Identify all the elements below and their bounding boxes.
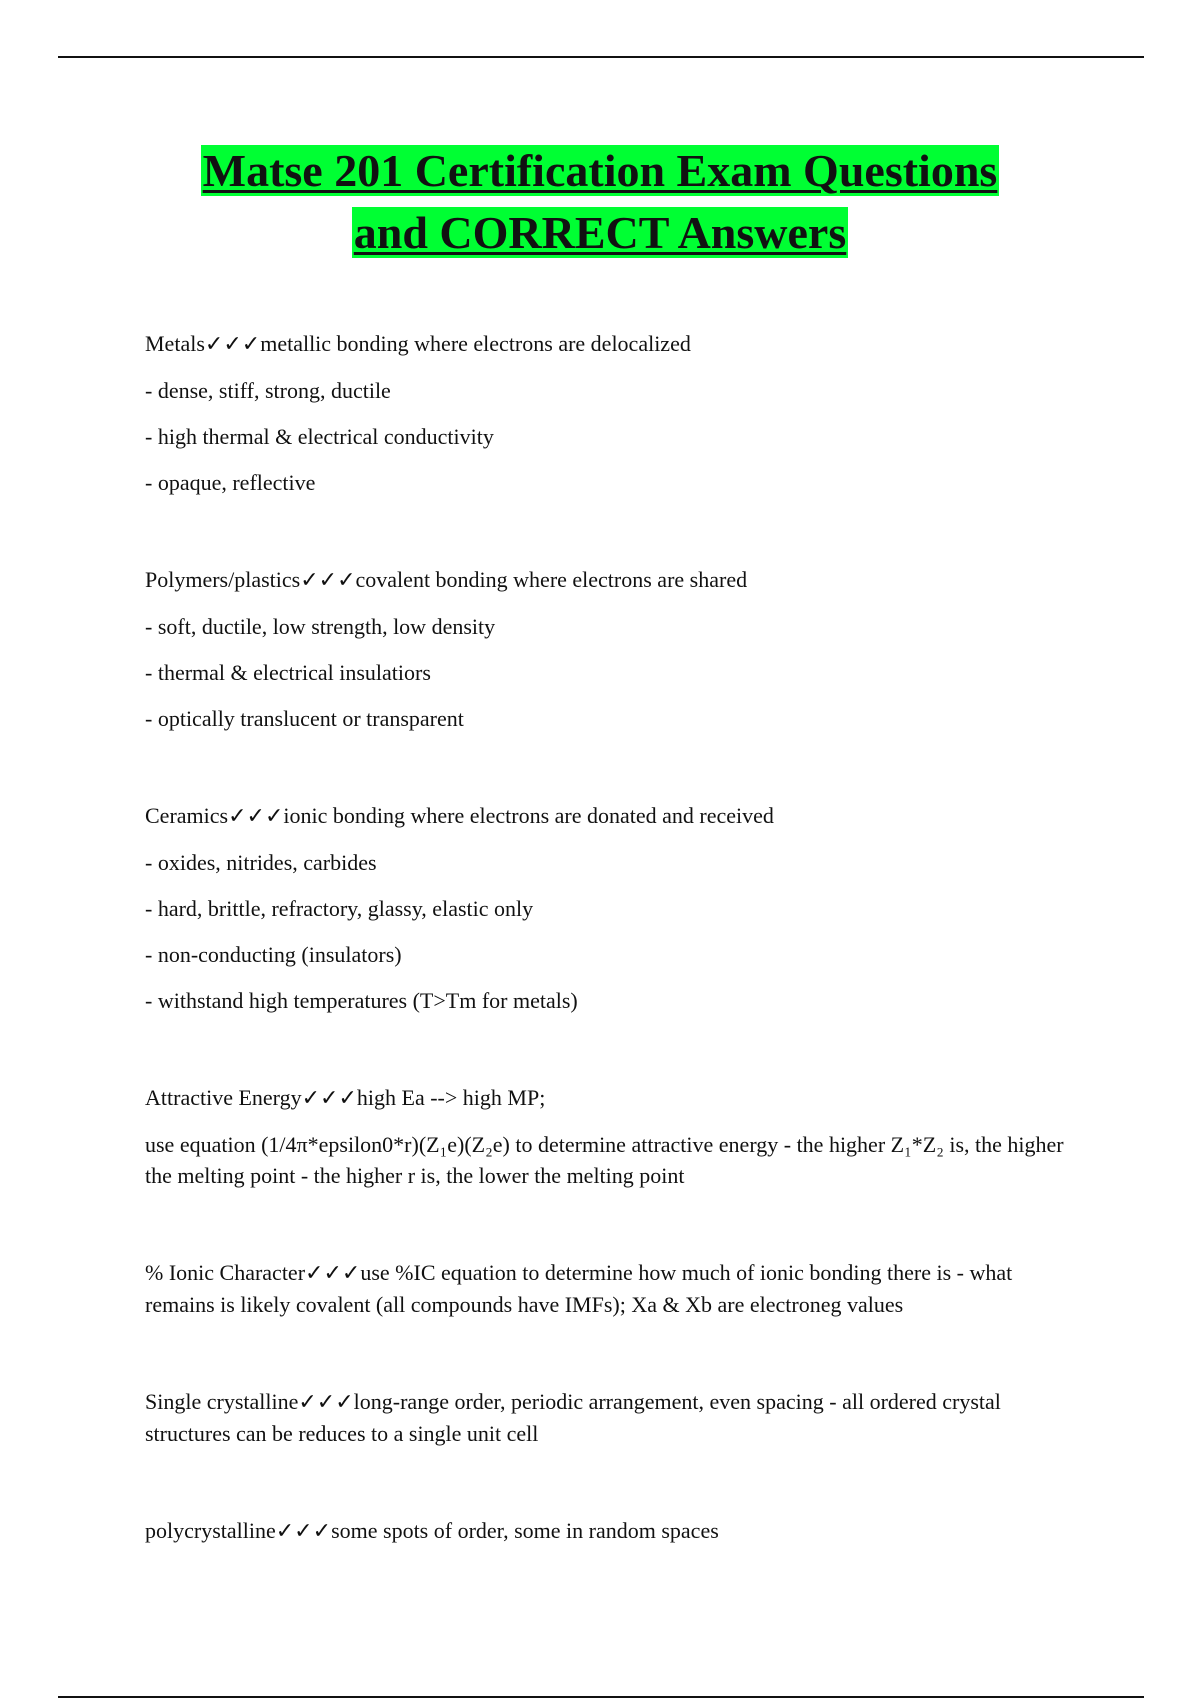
title-line-2: and CORRECT Answers [353, 207, 847, 258]
term: polycrystalline [145, 1518, 276, 1543]
detail-line: - thermal & electrical insulatiors [145, 660, 431, 685]
detail-line: - withstand high temperatures (T>Tm for metals) [145, 988, 578, 1013]
term: Attractive Energy [145, 1085, 302, 1110]
detail-line: - optically translucent or transparent [145, 706, 464, 731]
check-mark-icon: ✓✓✓ [301, 1086, 357, 1111]
term: Metals [145, 331, 205, 356]
qa-question [145, 564, 1065, 596]
title-line-1: Matse 201 Certification Exam Questions [202, 145, 998, 196]
detail-line: - dense, stiff, strong, ductile [145, 378, 391, 403]
page-title [0, 140, 1200, 264]
detail-line: - soft, ductile, low strength, low density [145, 614, 496, 639]
check-mark-icon: ✓✓✓ [275, 1519, 332, 1544]
check-mark-icon: ✓✓✓ [228, 804, 284, 829]
qa-question [145, 1386, 1065, 1449]
check-mark-icon: ✓✓✓ [305, 1261, 361, 1286]
detail-line: - oxides, nitrides, carbides [145, 850, 377, 875]
term: Polymers/plastics [145, 567, 301, 592]
top-rule [58, 56, 1144, 58]
qa-item-metals [145, 328, 1065, 498]
answer: high Ea --> high MP; [356, 1085, 546, 1110]
bottom-rule [58, 1696, 1144, 1698]
detail-line: - hard, brittle, refractory, glassy, elastic only [145, 896, 534, 921]
qa-item-polymers [145, 564, 1065, 734]
qa-item-ionic-character [145, 1257, 1065, 1320]
term: Single crystalline [145, 1389, 299, 1414]
qa-question [145, 1082, 1065, 1114]
answer: use %IC equation to determine how much of ionic bonding there is - what remains is likely covalent (all compounds have IMFs); Xa & Xb are electroneg values [145, 1260, 1013, 1317]
qa-question [145, 800, 1065, 832]
term: Ceramics [145, 803, 229, 828]
check-mark-icon: ✓✓✓ [300, 568, 356, 593]
qa-item-ceramics [145, 800, 1065, 1016]
detail-line: - high thermal & electrical conductivity [145, 424, 494, 449]
detail-line: - non-conducting (insulators) [145, 942, 402, 967]
answer: some spots of order, some in random spaces [331, 1518, 719, 1543]
answer: covalent bonding where electrons are shared [355, 567, 748, 592]
check-mark-icon: ✓✓✓ [204, 332, 261, 357]
qa-item-polycrystalline [145, 1515, 1065, 1547]
qa-item-single-crystalline [145, 1386, 1065, 1449]
detail-line: use equation (1/4π*epsilon0*r)(Z₁e)(Z₂e) to determine attractive energy - the higher Z₁*Z₂ is, the higher the melting point - the higher r is, the lower the melting point [145, 1132, 1064, 1188]
term: % Ionic Character [145, 1260, 306, 1285]
answer: long-range order, periodic arrangement, even spacing - all ordered crystal structures can be reduces to a single unit cell [145, 1389, 1001, 1446]
answer: ionic bonding where electrons are donated and received [283, 803, 774, 828]
check-mark-icon: ✓✓✓ [298, 1390, 354, 1415]
qa-question [145, 1257, 1065, 1320]
qa-list [145, 328, 1065, 1613]
detail-line: - opaque, reflective [145, 470, 316, 495]
qa-question [145, 1515, 1065, 1547]
qa-question [145, 328, 1065, 360]
answer: metallic bonding where electrons are delocalized [260, 331, 691, 356]
qa-item-attractive-energy [145, 1082, 1065, 1191]
